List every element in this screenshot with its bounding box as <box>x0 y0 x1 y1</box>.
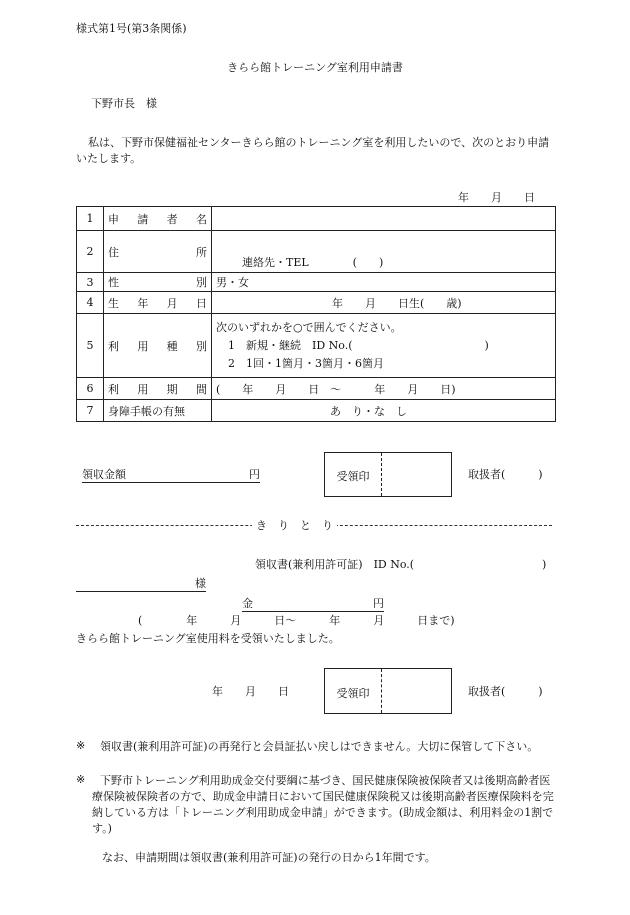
field-label <box>104 314 212 378</box>
row-number: 6 <box>77 378 104 400</box>
label-char: 別 <box>196 276 207 289</box>
label-char: 者 <box>166 212 178 226</box>
label-spread <box>108 274 207 290</box>
gender-field[interactable]: 男・女 <box>212 273 556 292</box>
contact-tel: 連絡先・TEL ( ) <box>242 256 384 269</box>
label-spread <box>108 244 207 260</box>
label-char: 用 <box>137 339 149 353</box>
disability-card-field[interactable]: あ り・な し <box>212 400 556 422</box>
label-char: 月 <box>166 296 178 310</box>
label-spread <box>108 211 207 227</box>
label-char: 利 <box>108 382 119 396</box>
amount-line[interactable] <box>242 597 384 612</box>
label-spread <box>108 338 207 354</box>
row-number: 4 <box>77 292 104 314</box>
row-gender <box>77 273 556 292</box>
row-birthdate <box>77 292 556 314</box>
row-number: 3 <box>77 273 104 292</box>
label-char: 間 <box>195 382 207 396</box>
form-number: 様式第1号(第3条関係) <box>76 22 187 35</box>
note-mark: ※ <box>76 773 86 786</box>
date-line: 年 月 日 <box>458 191 535 204</box>
receipt-date: 年 月 日 <box>212 685 289 698</box>
row-number: 2 <box>77 231 104 273</box>
label-char: 利 <box>108 339 119 353</box>
note-mark: ※ <box>76 739 86 752</box>
applicant-name-field[interactable] <box>212 207 556 231</box>
field-label <box>104 231 212 273</box>
page-title: きらら館トレーニング室利用申請書 <box>227 61 403 74</box>
kin-label: 金 <box>242 597 253 610</box>
row-address <box>77 231 556 273</box>
label-char: 年 <box>137 296 149 310</box>
label-char: 所 <box>196 245 207 259</box>
birthdate-field[interactable]: 年 月 日生( 歳) <box>212 292 556 314</box>
recipient-name-line[interactable] <box>76 577 206 592</box>
note-subsidy: 下野市トレーニング利用助成金交付要綱に基づき、国民健康保険被保険者又は後期高齢者医療保険被保険者の方で、助成金申請日において国民健康保険税又は後期高齢者医療保険料を完納している方は「トレーニング利用助成金申請」ができます。(助成金額は、利用料金の1割です。) <box>92 774 554 835</box>
field-label: 身障手帳の有無 <box>104 400 212 422</box>
row-disability-card <box>77 400 556 422</box>
label-char: 請 <box>137 212 149 226</box>
stamp-divider <box>381 453 382 496</box>
label-char: 用 <box>137 382 149 396</box>
stamp-divider-2 <box>381 669 382 713</box>
row-number: 5 <box>77 314 104 378</box>
cut-text: き り と り <box>252 519 337 533</box>
receipt-received-text: きらら館トレーニング室使用料を受領いたしました。 <box>76 632 340 645</box>
label-char: 申 <box>108 212 119 226</box>
row-applicant-name <box>77 207 556 231</box>
stamp-label-2: 受領印 <box>336 687 370 700</box>
application-table <box>76 206 556 422</box>
en-unit: 円 <box>373 597 384 610</box>
label-char: 名 <box>195 212 207 226</box>
intro-text: 私は、下野市保健福祉センターきらら館のトレーニング室を利用したいので、次のとおり申請いたします。 <box>76 136 550 165</box>
stamp-box-2 <box>324 668 452 714</box>
handler-field[interactable]: 取扱者( ) <box>468 468 543 481</box>
field-label <box>104 273 212 292</box>
row-usage-period <box>77 378 556 400</box>
label-char: 別 <box>195 339 207 353</box>
receipt-title: 領収書(兼利用許可証) ID No.( <box>255 558 415 571</box>
label-char: 期 <box>166 382 178 396</box>
usage-option-duration: 2 1回・1箇月・3箇月・6箇月 <box>228 356 384 370</box>
label-char: 性 <box>108 276 119 289</box>
receipt-sama: 様 <box>195 577 206 590</box>
field-label <box>104 207 212 231</box>
label-spread <box>108 295 207 311</box>
stamp-box <box>324 452 452 497</box>
stamp-label: 受領印 <box>336 470 370 483</box>
row-number: 7 <box>77 400 104 422</box>
row-usage-type <box>77 314 556 378</box>
label-char: 住 <box>108 245 119 259</box>
usage-instruction: 次のいずれかを○で囲んでください。 <box>216 320 402 334</box>
handler-field-2[interactable]: 取扱者( ) <box>468 685 543 698</box>
usage-period-field[interactable]: ( 年 月 日 ～ 年 月 日) <box>212 378 556 400</box>
field-label <box>104 292 212 314</box>
fee-label: 領収金額 <box>82 468 126 481</box>
note-final: なお、申請期間は領収書(兼利用許可証)の発行の日から1年間です。 <box>102 851 436 864</box>
receipt-period: ( 年 月 日～ 年 月 日まで) <box>138 614 455 627</box>
row-number: 1 <box>77 207 104 231</box>
field-label <box>104 378 212 400</box>
label-char: 種 <box>166 339 178 353</box>
fee-unit: 円 <box>249 468 260 481</box>
label-char: 生 <box>108 296 119 310</box>
address-field[interactable] <box>212 231 556 273</box>
receipt-id-close: ) <box>542 558 547 571</box>
note-reissue: 領収書(兼利用許可証)の再発行と会員証払い戻しはできません。大切に保管して下さい。 <box>100 740 539 753</box>
usage-type-field[interactable] <box>212 314 556 378</box>
fee-amount-line[interactable] <box>82 468 260 483</box>
usage-option-new-continue: 1 新規・継続 ID No.( ) <box>228 338 489 352</box>
label-spread <box>108 381 207 397</box>
addressee: 下野市長 様 <box>91 97 157 110</box>
label-char: 日 <box>195 296 207 310</box>
